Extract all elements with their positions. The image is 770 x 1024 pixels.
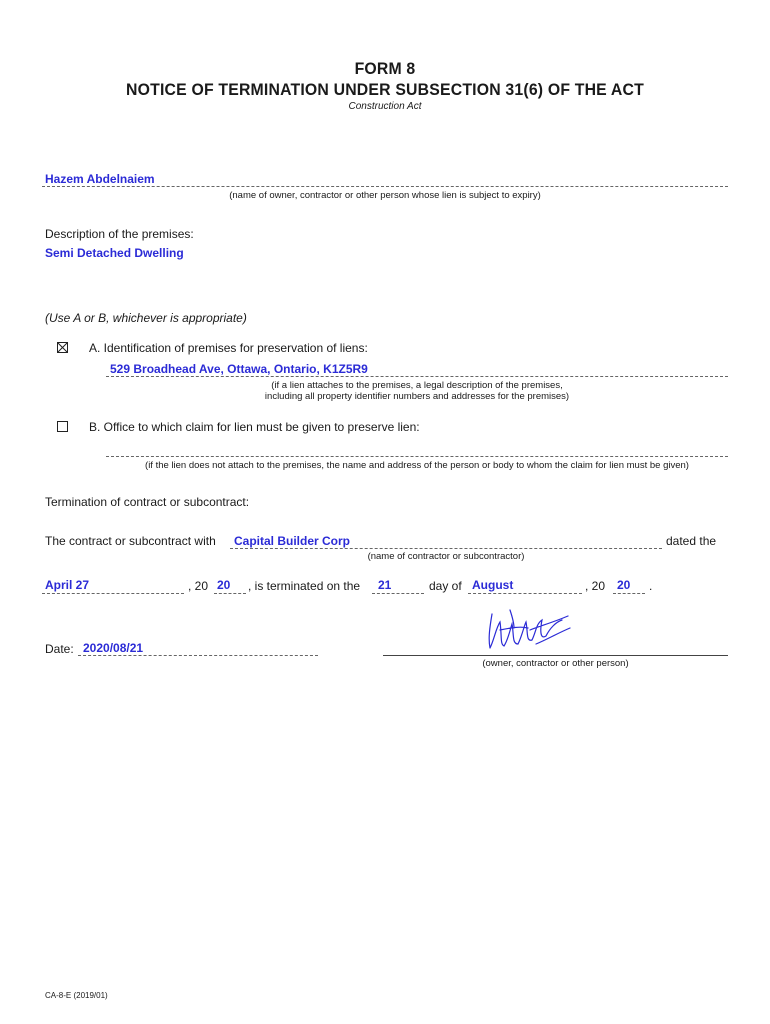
contractor-caption: (name of contractor or subcontractor): [367, 551, 525, 562]
date-label: Date:: [45, 642, 74, 656]
form-number: FORM 8: [354, 59, 416, 78]
terminated-on-text: , is terminated on the: [248, 579, 361, 593]
handwritten-signature: [470, 600, 580, 656]
form-code: CA-8-E (2019/01): [45, 991, 108, 1000]
contract-year-field[interactable]: 20: [217, 578, 231, 592]
contract-date-underline: [42, 593, 184, 594]
lien-holder-underline: [42, 186, 728, 187]
contractor-underline: [230, 548, 662, 549]
termination-day-field[interactable]: 21: [378, 578, 392, 592]
contract-year-underline: [214, 593, 246, 594]
termination-heading: Termination of contract or subcontract:: [45, 495, 250, 509]
check-x-icon: [58, 343, 67, 352]
termination-year-underline: [613, 593, 645, 594]
signature-date-field[interactable]: 2020/08/21: [83, 641, 144, 655]
contract-prefix: The contract or subcontract with: [45, 534, 216, 548]
lien-holder-field[interactable]: Hazem Abdelnaiem: [45, 172, 155, 186]
option-a-underline: [106, 376, 728, 377]
option-b-caption: (if the lien does not attach to the premises, the name and address of the person or body to whom the claim for lien must be given): [145, 460, 689, 471]
option-b-checkbox[interactable]: [57, 421, 68, 432]
signer-caption: (owner, contractor or other person): [482, 658, 629, 669]
option-a-label: A. Identification of premises for preservation of liens:: [89, 341, 368, 355]
option-a-caption-line1: (if a lien attaches to the premises, a legal description of the premises,: [271, 380, 563, 391]
premises-field[interactable]: Semi Detached Dwelling: [45, 246, 184, 260]
option-a-premises-field[interactable]: 529 Broadhead Ave, Ottawa, Ontario, K1Z5R9: [110, 362, 368, 376]
termination-year-field[interactable]: 20: [617, 578, 631, 592]
comma-20-a: , 20: [188, 579, 209, 593]
form-title: NOTICE OF TERMINATION UNDER SUBSECTION 31(6) OF THE ACT: [126, 80, 644, 99]
instruction-text: (Use A or B, whichever is appropriate): [45, 311, 247, 325]
termination-month-underline: [468, 593, 582, 594]
contractor-field[interactable]: Capital Builder Corp: [234, 534, 351, 548]
signature-line: [383, 655, 728, 656]
day-of-text: day of: [429, 579, 462, 593]
lien-holder-caption: (name of owner, contractor or other person whose lien is subject to expiry): [229, 190, 541, 201]
contract-date-field[interactable]: April 27: [45, 578, 90, 592]
period-text: .: [649, 579, 653, 593]
termination-day-underline: [372, 593, 424, 594]
premises-label: Description of the premises:: [45, 227, 194, 241]
comma-20-b: , 20: [585, 579, 606, 593]
option-a-checkbox[interactable]: [57, 342, 68, 353]
option-a-caption-line2: including all property identifier numbers and addresses for the premises): [264, 391, 570, 402]
option-b-label: B. Office to which claim for lien must be given to preserve lien:: [89, 420, 420, 434]
termination-month-field[interactable]: August: [472, 578, 514, 592]
dated-the-text: dated the: [666, 534, 717, 548]
signature-date-underline: [78, 655, 318, 656]
option-b-underline: [106, 456, 728, 457]
act-name: Construction Act: [348, 101, 422, 112]
